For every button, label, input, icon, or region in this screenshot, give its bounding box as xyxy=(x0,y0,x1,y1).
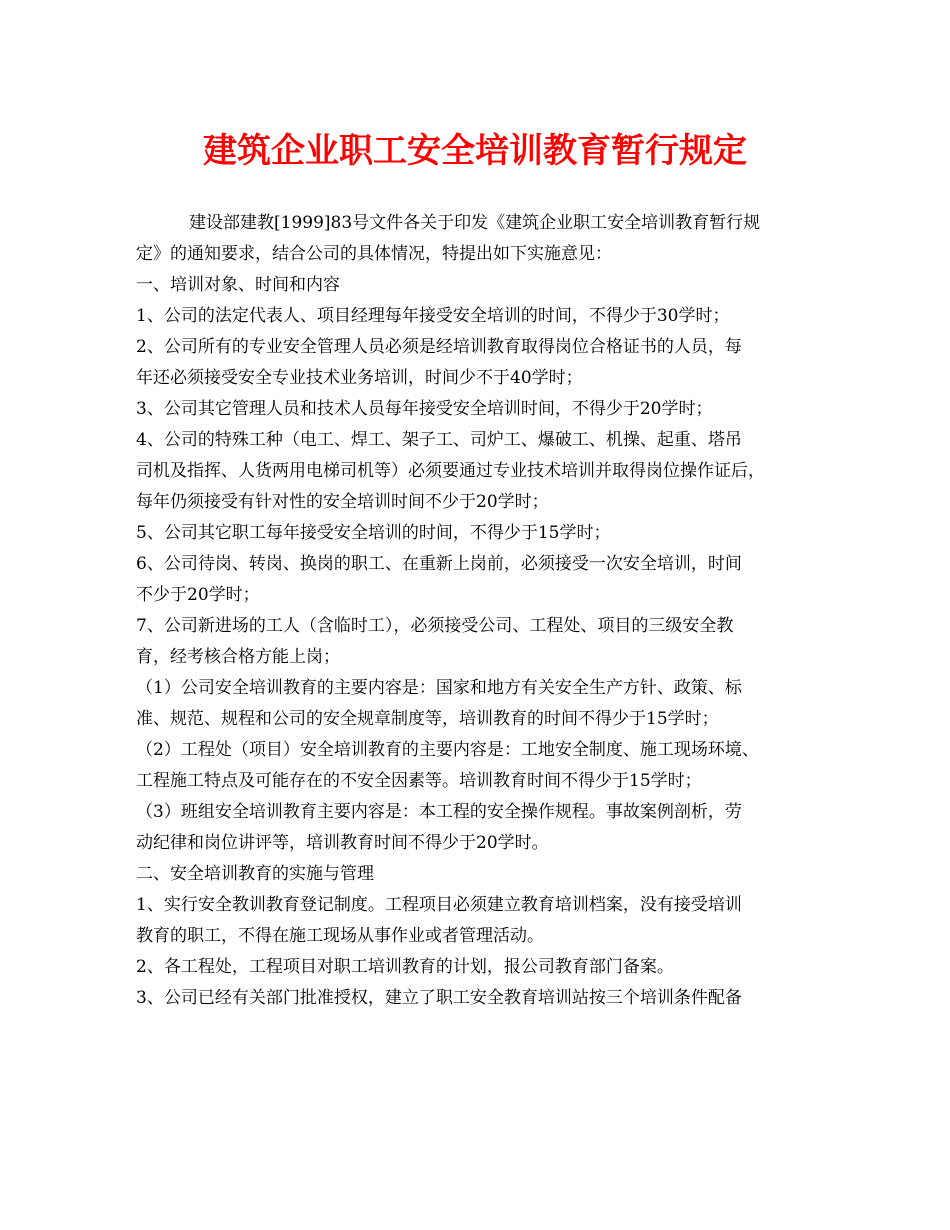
paragraph-line: 1、实行安全教训教育登记制度。工程项目必须建立教育培训档案，没有接受培训 xyxy=(136,895,742,915)
paragraph-line: 司机及指挥、人货两用电梯司机等）必须要通过专业技术培训并取得岗位操作证后， xyxy=(136,461,765,481)
paragraph-line: 3、公司其它管理人员和技术人员每年接受安全培训时间，不得少于20学时； xyxy=(136,399,713,419)
paragraph-line: 3、公司已经有关部门批准授权，建立了职工安全教育培训站按三个培训条件配备 xyxy=(136,988,742,1008)
section-heading: 二、安全培训教育的实施与管理 xyxy=(136,864,374,884)
paragraph-line: 每年仍须接受有针对性的安全培训时间不少于20学时； xyxy=(136,492,549,512)
paragraph-line: 不少于20学时； xyxy=(136,585,260,605)
paragraph-line: （3）班组安全培训教育主要内容是：本工程的安全操作规程。事故案例剖析，劳 xyxy=(136,802,742,822)
paragraph-line: 建设部建教[1999]83号文件各关于印发《建筑企业职工安全培训教育暂行规 xyxy=(189,213,761,233)
paragraph-line: 4、公司的特殊工种（电工、焊工、架子工、司炉工、爆破工、机操、起重、塔吊 xyxy=(136,430,742,450)
paragraph-line: 工程施工特点及可能存在的不安全因素等。培训教育时间不得少于15学时； xyxy=(136,771,702,791)
paragraph-line: 准、规范、规程和公司的安全规章制度等，培训教育的时间不得少于15学时； xyxy=(136,709,719,729)
paragraph-line: （2）工程处（项目）安全培训教育的主要内容是：工地安全制度、施工现场环境、 xyxy=(136,740,759,760)
paragraph-line: 2、各工程处，工程项目对职工培训教育的计划，报公司教育部门备案。 xyxy=(136,957,674,977)
paragraph-line: 2、公司所有的专业安全管理人员必须是经培训教育取得岗位合格证书的人员，每 xyxy=(136,337,742,357)
document-title: 建筑企业职工安全培训教育暂行规定 xyxy=(203,131,747,171)
paragraph-line: 教育的职工，不得在施工现场从事作业或者管理活动。 xyxy=(136,926,544,946)
paragraph-line: 定》的通知要求，结合公司的具体情况，特提出如下实施意见： xyxy=(136,244,612,264)
paragraph-line: 动纪律和岗位讲评等，培训教育时间不得少于20学时。 xyxy=(136,833,549,853)
paragraph-line: 年还必须接受安全专业技术业务培训，时间少不于40学时； xyxy=(136,368,583,388)
paragraph-line: 5、公司其它职工每年接受安全培训的时间，不得少于15学时； xyxy=(136,523,611,543)
paragraph-line: 育，经考核合格方能上岗； xyxy=(136,647,340,667)
paragraph-line: 1、公司的法定代表人、项目经理每年接受安全培训的时间，不得少于30学时； xyxy=(136,306,730,326)
paragraph-line: 7、公司新进场的工人（含临时工），必须接受公司、工程处、项目的三级安全教 xyxy=(136,616,734,636)
paragraph-line: 6、公司待岗、转岗、换岗的职工、在重新上岗前，必须接受一次安全培训，时间 xyxy=(136,554,742,574)
section-heading: 一、培训对象、时间和内容 xyxy=(136,275,340,295)
document-body xyxy=(136,208,826,1014)
paragraph-line: （1）公司安全培训教育的主要内容是：国家和地方有关安全生产方针、政策、标 xyxy=(136,678,742,698)
